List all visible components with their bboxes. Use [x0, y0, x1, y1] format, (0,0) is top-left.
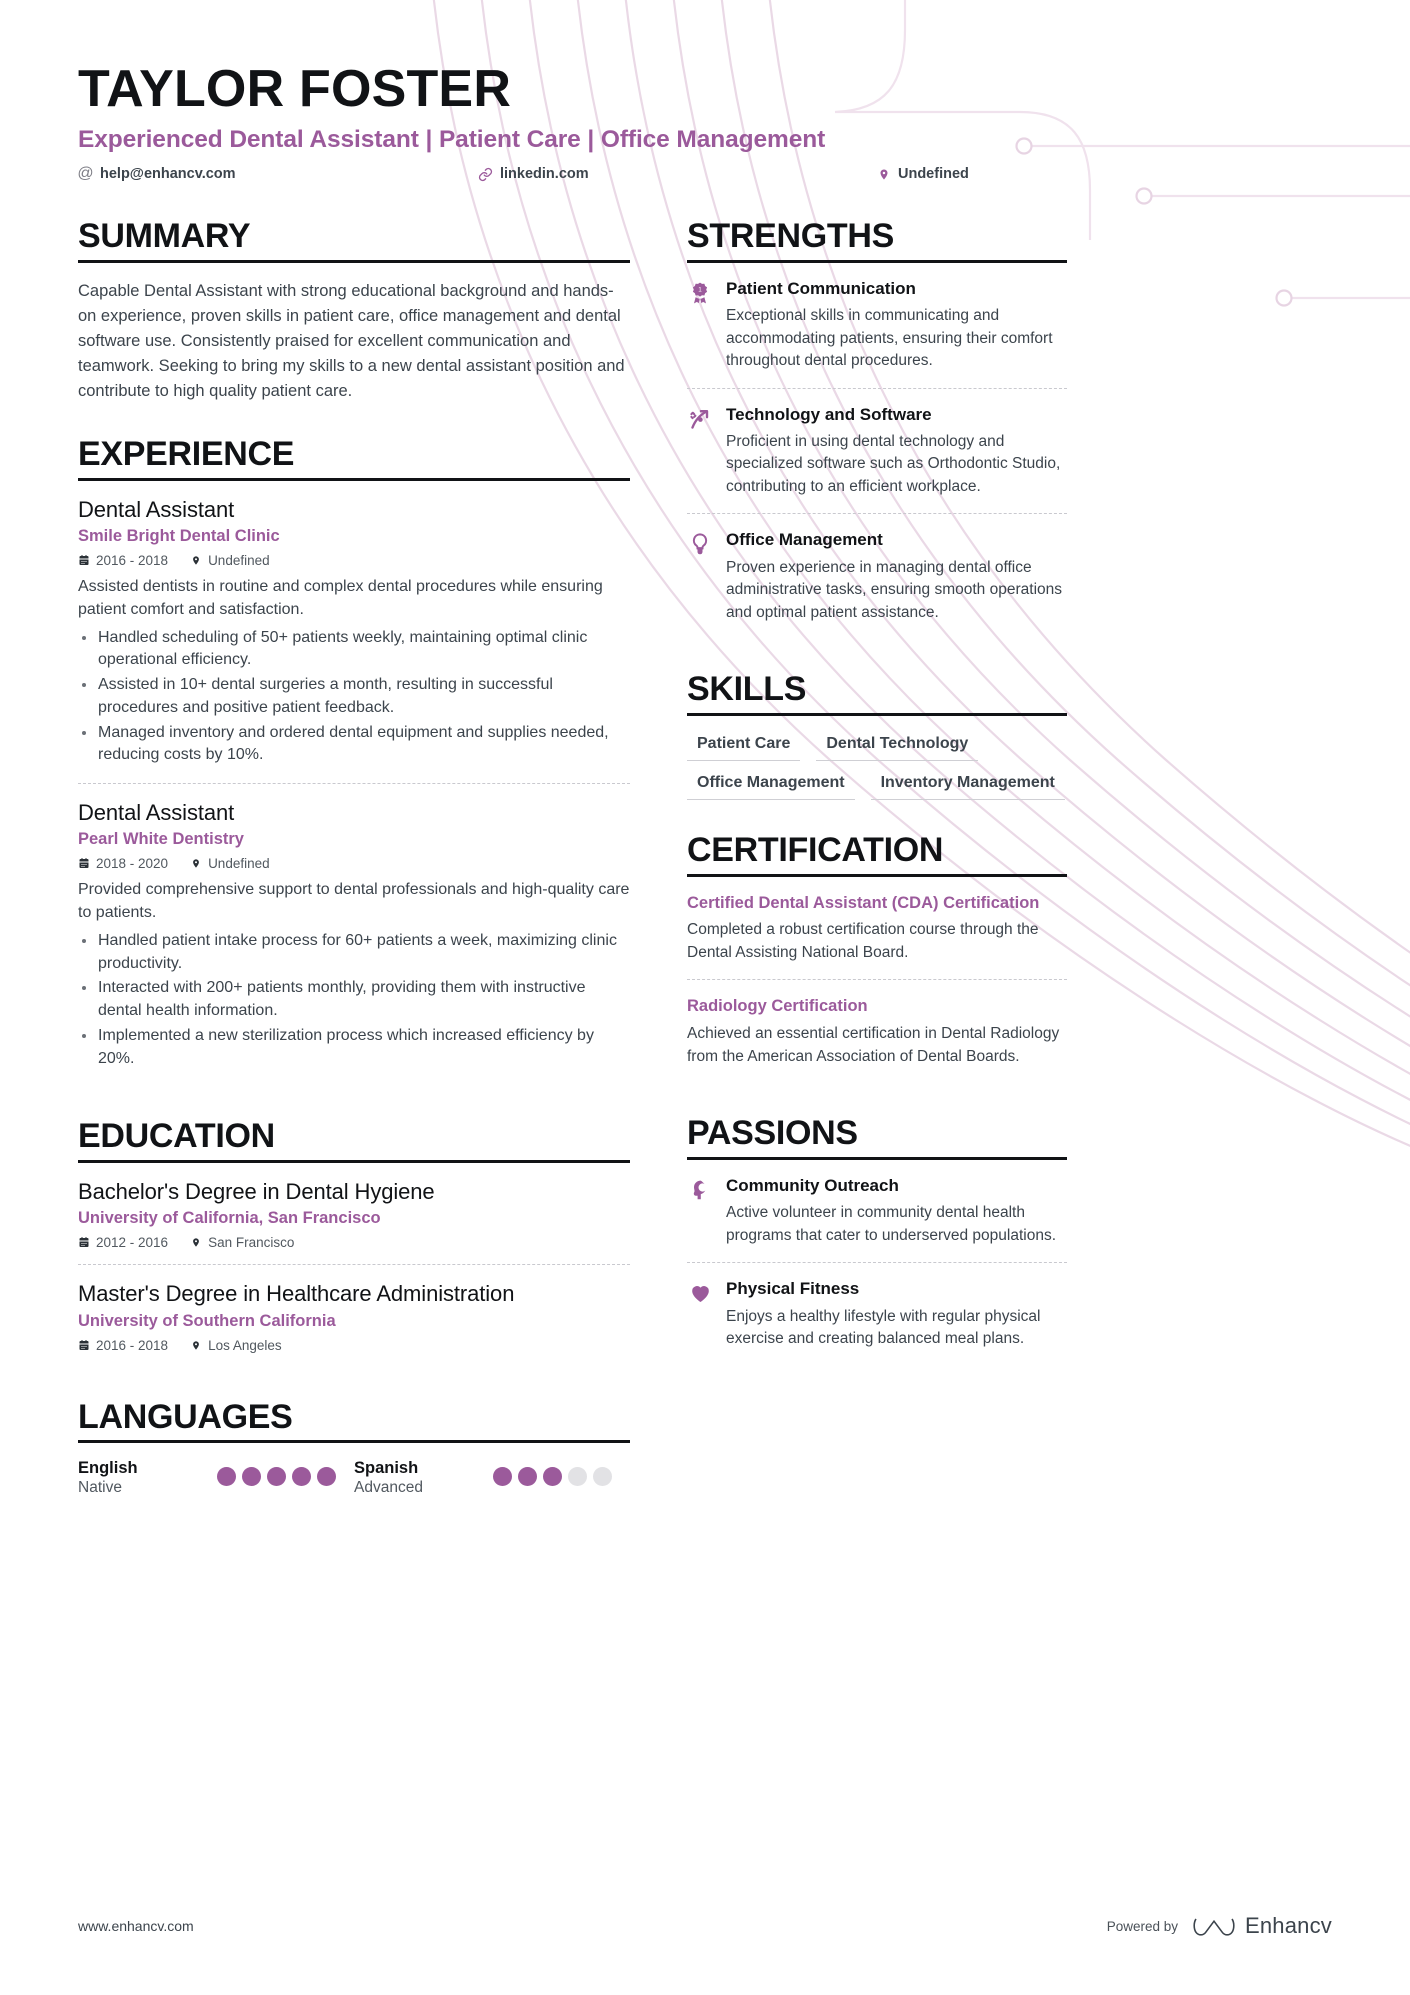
skills-heading: SKILLS: [687, 670, 807, 709]
growth-arrow-icon: [687, 406, 713, 432]
strength-item: [687, 388, 1067, 514]
contact-row: [78, 166, 1332, 182]
certification-rule: [687, 874, 1067, 877]
job-bullet: Assisted in 10+ dental surgeries a month, resulting in successful procedures and positive patient feedback.: [78, 674, 630, 719]
job-description: Provided comprehensive support to dental professionals and high-quality care to patients.: [78, 881, 630, 922]
summary-heading: SUMMARY: [78, 217, 251, 256]
heart-icon: [687, 1280, 713, 1306]
location-pin-icon: [876, 167, 891, 182]
contact-linkedin-text: linkedin.com: [500, 166, 589, 183]
skill-chip: Dental Technology: [816, 732, 978, 761]
section-education: [78, 1118, 630, 1367]
strength-description: Exceptional skills in communicating and accommodating patients, ensuring their comfort throughout dental procedures.: [726, 307, 1053, 370]
location-pin-icon: [190, 1236, 202, 1249]
brand-logo: [1192, 1913, 1332, 1939]
job-bullet: Handled patient intake process for 60+ patients a week, maximizing clinic productivity.: [78, 930, 630, 975]
job-dates-text: 2018 - 2020: [96, 856, 169, 872]
enhancv-logo-icon: [1192, 1913, 1236, 1939]
experience-heading: EXPERIENCE: [78, 435, 295, 474]
job-dates-text: 2016 - 2018: [96, 553, 169, 569]
job-bullets: [78, 627, 630, 767]
education-meta: [78, 1338, 630, 1353]
certification-item: [687, 979, 1067, 1083]
job-location-text: Undefined: [208, 856, 270, 872]
strength-item: [687, 513, 1067, 639]
languages-heading: LANGUAGES: [78, 1397, 293, 1436]
experience-entry: [78, 497, 630, 783]
candidate-name: TAYLOR FOSTER: [78, 60, 512, 118]
skills-list: [687, 732, 1067, 800]
contact-email[interactable]: [78, 166, 478, 182]
certification-description: Achieved an essential certification in Dental Radiology from the American Association of Dental Boards.: [687, 1025, 1060, 1065]
contact-linkedin[interactable]: [478, 166, 876, 182]
candidate-headline: Experienced Dental Assistant | Patient Care | Office Management: [78, 126, 826, 154]
section-skills: [687, 671, 1067, 800]
footer: [78, 1913, 1332, 1939]
contact-location-text: Undefined: [898, 166, 969, 183]
job-meta: [78, 553, 630, 568]
experience-rule: [78, 478, 630, 481]
at-icon: @: [77, 165, 94, 183]
strength-title: Patient Communication: [726, 278, 916, 298]
skill-chip: Patient Care: [687, 732, 800, 761]
section-passions: [687, 1115, 1067, 1365]
job-bullet: Implemented a new sterilization process which increased efficiency by 20%.: [78, 1025, 630, 1070]
language-rating-dots: [217, 1459, 336, 1486]
school-name: University of California, San Francisco: [78, 1209, 381, 1228]
skill-chip: Inventory Management: [871, 771, 1065, 800]
education-location: [190, 1235, 294, 1250]
strengths-rule: [687, 260, 1067, 263]
skill-chip: Office Management: [687, 771, 855, 800]
powered-by-label: Powered by: [1106, 1918, 1178, 1934]
lightbulb-icon: [687, 531, 713, 557]
job-bullet: Managed inventory and ordered dental equipment and supplies needed, reducing costs by 10%.: [78, 722, 630, 767]
award-ribbon-icon: [687, 280, 713, 306]
job-location-text: Undefined: [208, 553, 270, 569]
language-level: Native: [78, 1479, 122, 1497]
passion-item: [687, 1262, 1067, 1365]
passions-rule: [687, 1157, 1067, 1160]
section-certification: [687, 832, 1067, 1083]
head-profile-icon: [687, 1177, 713, 1203]
education-meta: [78, 1235, 630, 1250]
education-heading: EDUCATION: [78, 1117, 275, 1156]
job-dates: [78, 553, 168, 568]
job-title: Dental Assistant: [78, 496, 235, 522]
job-description: Assisted dentists in routine and complex dental procedures while ensuring patient comfort and satisfaction.: [78, 578, 603, 619]
passion-title: Community Outreach: [726, 1175, 899, 1195]
job-location: [190, 856, 270, 871]
strength-item: [687, 279, 1067, 388]
strengths-heading: STRENGTHS: [687, 217, 894, 256]
education-entry: [78, 1179, 630, 1264]
language-name: English: [78, 1459, 138, 1478]
certification-title: Radiology Certification: [687, 997, 868, 1016]
job-title: Dental Assistant: [78, 800, 235, 826]
education-rule: [78, 1160, 630, 1163]
section-languages: [78, 1399, 630, 1498]
education-dates: [78, 1235, 168, 1250]
footer-url[interactable]: www.enhancv.com: [78, 1918, 194, 1934]
education-location-text: San Francisco: [208, 1235, 295, 1251]
education-location: [190, 1338, 282, 1353]
summary-rule: [78, 260, 630, 263]
summary-text: Capable Dental Assistant with strong educational background and hands-on experience, proven skills in patient care, office management and dental software use. Consistently praised for excellent communication and teamwork. Seeking to bring my skills to a new dental assistant position and contribute to high quality patient care.: [78, 281, 625, 401]
brand-name: Enhancv: [1244, 1913, 1332, 1938]
language-item: [78, 1459, 354, 1497]
svg-text:1: 1: [698, 286, 702, 294]
job-dates: [78, 856, 168, 871]
calendar-icon: [78, 1339, 90, 1352]
section-strengths: [687, 218, 1067, 639]
languages-rule: [78, 1440, 630, 1443]
link-icon: [478, 167, 493, 182]
education-dates-text: 2012 - 2016: [96, 1235, 169, 1251]
section-experience: [78, 436, 630, 1086]
passion-title: Physical Fitness: [726, 1279, 860, 1299]
calendar-icon: [78, 857, 90, 870]
job-bullet: Handled scheduling of 50+ patients weekly, maintaining optimal clinic operational efficiency.: [78, 627, 630, 672]
location-pin-icon: [190, 857, 202, 870]
job-company: Pearl White Dentistry: [78, 830, 244, 849]
strength-description: Proficient in using dental technology and specialized software such as Orthodontic Studio, contributing to an efficient workplace.: [726, 433, 1061, 495]
certification-title: Certified Dental Assistant (CDA) Certification: [687, 893, 1040, 912]
job-meta: [78, 856, 630, 871]
left-column: [78, 218, 630, 1503]
job-company: Smile Bright Dental Clinic: [78, 527, 280, 546]
education-location-text: Los Angeles: [208, 1337, 282, 1353]
job-bullet: Interacted with 200+ patients monthly, providing them with instructive dental health information.: [78, 977, 630, 1022]
certification-description: Completed a robust certification course through the Dental Assisting National Board.: [687, 921, 1039, 961]
calendar-icon: [78, 554, 90, 567]
education-entry: [78, 1264, 630, 1366]
job-location: [190, 553, 270, 568]
certification-item: [687, 893, 1067, 980]
strength-title: Office Management: [726, 530, 883, 550]
language-name: Spanish: [354, 1459, 419, 1478]
right-column: [687, 218, 1067, 1503]
footer-brand-area: [1107, 1913, 1332, 1939]
experience-entry: [78, 783, 630, 1086]
section-summary: [78, 218, 630, 404]
skills-rule: [687, 713, 1067, 716]
location-pin-icon: [190, 554, 202, 567]
columns: [78, 218, 1332, 1503]
languages-grid: [78, 1459, 630, 1497]
degree-title: Master's Degree in Healthcare Administration: [78, 1281, 515, 1307]
contact-email-text: help@enhancv.com: [100, 166, 236, 183]
certification-heading: CERTIFICATION: [687, 830, 944, 869]
strength-description: Proven experience in managing dental office administrative tasks, ensuring smooth operations and optimal patient assistance.: [726, 558, 1062, 621]
contact-location: [876, 166, 969, 182]
passion-item: [687, 1176, 1067, 1262]
calendar-icon: [78, 1236, 90, 1249]
passions-heading: PASSIONS: [687, 1114, 858, 1153]
passion-description: Active volunteer in community dental health programs that cater to underserved populations.: [726, 1204, 1056, 1244]
job-bullets: [78, 930, 630, 1070]
strength-title: Technology and Software: [726, 404, 932, 424]
school-name: University of Southern California: [78, 1311, 336, 1330]
degree-title: Bachelor's Degree in Dental Hygiene: [78, 1178, 435, 1204]
education-dates: [78, 1338, 168, 1353]
education-dates-text: 2016 - 2018: [96, 1337, 169, 1353]
passion-description: Enjoys a healthy lifestyle with regular physical exercise and creating balanced meal plans.: [726, 1307, 1041, 1347]
resume-header: [78, 0, 1332, 182]
language-level: Advanced: [354, 1479, 423, 1497]
location-pin-icon: [190, 1339, 202, 1352]
language-rating-dots: [493, 1459, 612, 1486]
language-item: [354, 1459, 630, 1497]
